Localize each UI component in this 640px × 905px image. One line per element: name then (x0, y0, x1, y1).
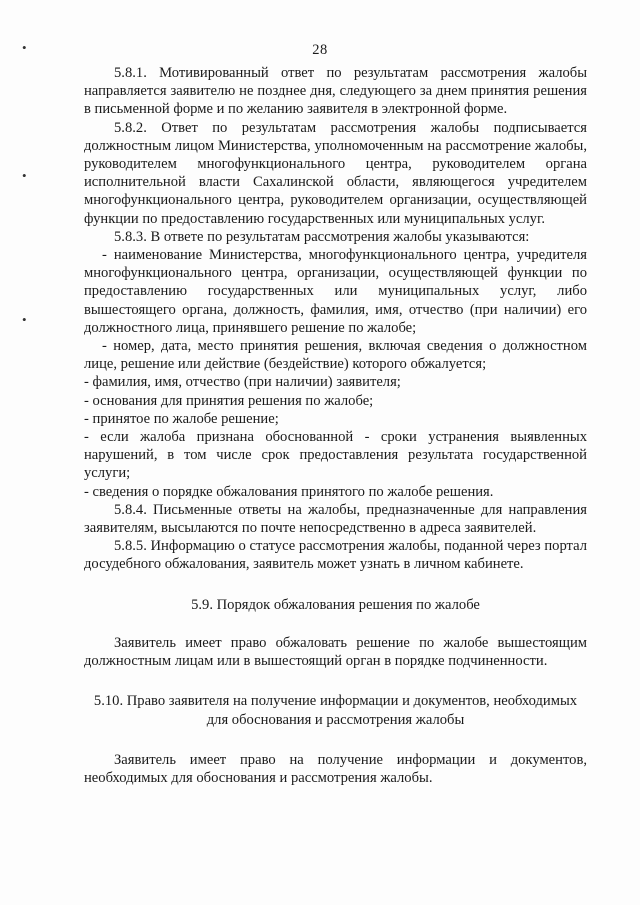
scan-mark: • (22, 312, 27, 327)
spacer (84, 574, 587, 596)
scan-mark: • (22, 168, 27, 183)
section-heading-5-10-line1: 5.10. Право заявителя на получение информации и документов, необходимых (93, 693, 578, 710)
list-item: - если жалоба признана обоснованной - сроки устранения выявленных нарушений, в том числе срок предоставления результата государственной услуги; (84, 429, 587, 482)
list-item: - номер, дата, место принятия решения, включая сведения о должностном лице, решение или действие (бездействие) которого обжалуется; (84, 338, 587, 373)
document-body (84, 64, 587, 787)
spacer (84, 729, 587, 751)
list-item: - принятое по жалобе решение; (84, 410, 279, 427)
paragraph-5-8-4: 5.8.4. Письменные ответы на жалобы, предназначенные для направления заявителям, высылаются по почте непосредственно в адреса заявителей. (84, 501, 587, 537)
paragraph-5-8-2: 5.8.2. Ответ по результатам рассмотрения жалобы подписывается должностным лицом Министерства, уполномоченным на рассмотрение жалобы, руководителем многофункционального центра, руководителем органа исполнительной власти Сахалинской области, являющегося учредителем многофункционального центра, руководителем организации, осуществляющей функции по предоставлению государственных или муниципальных услуг. (84, 119, 587, 227)
scan-mark: • (22, 40, 27, 55)
list-item: - фамилия, имя, отчество (при наличии) заявителя; (84, 374, 401, 391)
paragraph-5-8-1: 5.8.1. Мотивированный ответ по результатам рассмотрения жалобы направляется заявителю не позднее дня, следующего за днем принятия решения в письменной форме и по желанию заявителя в электронной форме. (84, 65, 587, 118)
paragraph-5-9: Заявитель имеет право обжаловать решение по жалобе вышестоящим должностным лицам или в вышестоящий орган в порядке подчиненности. (84, 634, 587, 670)
page-number: 28 (312, 42, 328, 58)
paragraph-5-8-3: 5.8.3. В ответе по результатам рассмотрения жалобы указываются: (114, 228, 530, 245)
section-heading-5-9: 5.9. Порядок обжалования решения по жалобе (191, 596, 480, 613)
list-item: - сведения о порядке обжалования принятого по жалобе решения. (84, 483, 494, 500)
paragraph-5-10: Заявитель имеет право на получение информации и документов, необходимых для обоснования и рассмотрения жалобы. (84, 751, 587, 786)
spacer (84, 614, 587, 634)
section-heading-5-10-line2: для обоснования и рассмотрения жалобы (206, 711, 465, 728)
spacer (84, 670, 587, 692)
list-item: - основания для принятия решения по жалобе; (84, 392, 374, 409)
list-item: - наименование Министерства, многофункционального центра, учредителя многофункционального центра, организации, осуществляющей функции по предоставлению государственных или муниципальных услуг, либо вышестоящего органа, должность, фамилия, имя, отчество (при наличии) его должностного лица, принявшего решение по жалобе; (84, 247, 587, 336)
paragraph-5-8-5: 5.8.5. Информацию о статусе рассмотрения жалобы, поданной через портал досудебного обжалования, заявитель может узнать в личном кабинете. (84, 538, 587, 573)
